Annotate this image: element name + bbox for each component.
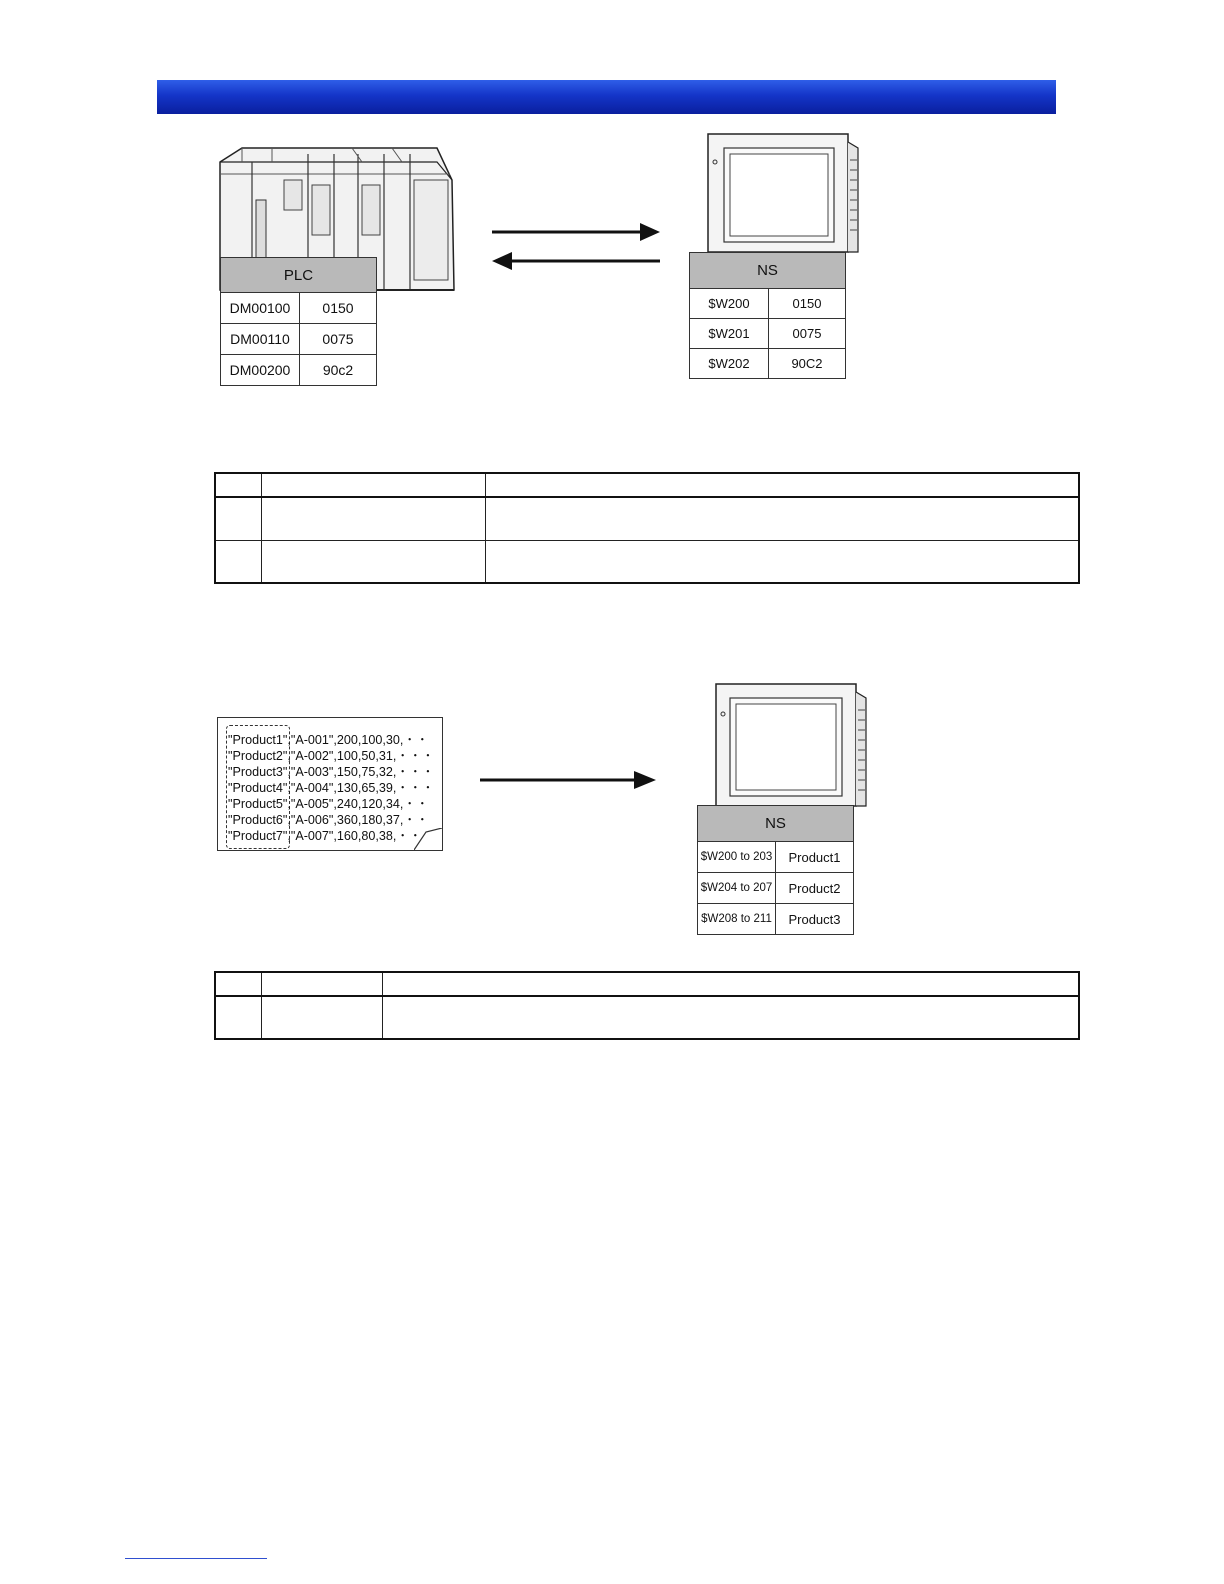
table-cell xyxy=(486,497,1080,540)
plc-value-cell: 90c2 xyxy=(300,355,377,386)
ns-address-cell: $W200 xyxy=(690,289,769,319)
ns-terminal-illustration xyxy=(708,680,873,810)
table-header-cell xyxy=(383,972,1080,996)
ns-table-title: NS xyxy=(690,253,846,289)
table-cell xyxy=(383,996,1080,1039)
plc-address-cell: DM00100 xyxy=(221,293,300,324)
plc-table-title: PLC xyxy=(221,258,377,293)
ns-memory-table-2 xyxy=(697,805,854,935)
data-file-lines xyxy=(228,732,434,844)
data-file-illustration xyxy=(217,717,443,851)
table-cell xyxy=(215,540,262,583)
footer-link-underline[interactable] xyxy=(125,1558,267,1559)
transfer-arrow xyxy=(476,768,660,792)
ns-value-cell: 0150 xyxy=(769,289,846,319)
file-line: "Product5","A-005",240,120,34,・・ xyxy=(228,797,429,811)
file-line: "Product4","A-004",130,65,39,・・・ xyxy=(228,781,435,795)
plc-address-cell: DM00200 xyxy=(221,355,300,386)
ns-address-cell: $W200 to 203 xyxy=(698,842,776,873)
table-header-cell xyxy=(215,473,262,497)
file-line: "Product2","A-002",100,50,31,・・・ xyxy=(228,749,435,763)
description-table-2 xyxy=(214,971,1080,1040)
table-cell xyxy=(262,497,486,540)
file-line: "Product6","A-006",360,180,37,・・ xyxy=(228,813,429,827)
ns-table-title: NS xyxy=(698,806,854,842)
ns-address-cell: $W202 xyxy=(690,349,769,379)
ns-value-cell: 0075 xyxy=(769,319,846,349)
ns-value-cell: 90C2 xyxy=(769,349,846,379)
ns-address-cell: $W204 to 207 xyxy=(698,873,776,904)
ns-value-cell: Product3 xyxy=(776,904,854,935)
table-header-cell xyxy=(215,972,262,996)
table-cell xyxy=(486,540,1080,583)
file-line: "Product3","A-003",150,75,32,・・・ xyxy=(228,765,435,779)
table-cell xyxy=(215,497,262,540)
ns-address-cell: $W208 to 211 xyxy=(698,904,776,935)
table-header-cell xyxy=(262,473,486,497)
plc-value-cell: 0075 xyxy=(300,324,377,355)
ns-address-cell: $W201 xyxy=(690,319,769,349)
file-line: "Product7","A-007",160,80,38,・・ xyxy=(228,829,422,843)
description-table-1 xyxy=(214,472,1080,584)
table-cell xyxy=(262,540,486,583)
ns-terminal-illustration xyxy=(700,130,865,260)
page-curl-icon xyxy=(414,828,442,850)
plc-address-cell: DM00110 xyxy=(221,324,300,355)
file-line: "Product1","A-001",200,100,30,・・ xyxy=(228,733,429,747)
plc-memory-table xyxy=(220,257,377,386)
table-header-cell xyxy=(262,972,383,996)
table-cell xyxy=(262,996,383,1039)
table-cell xyxy=(215,996,262,1039)
section-header-bar xyxy=(157,80,1056,114)
ns-value-cell: Product1 xyxy=(776,842,854,873)
plc-value-cell: 0150 xyxy=(300,293,377,324)
ns-memory-table xyxy=(689,252,846,379)
bidirectional-arrows xyxy=(488,220,664,275)
table-header-cell xyxy=(486,473,1080,497)
ns-value-cell: Product2 xyxy=(776,873,854,904)
